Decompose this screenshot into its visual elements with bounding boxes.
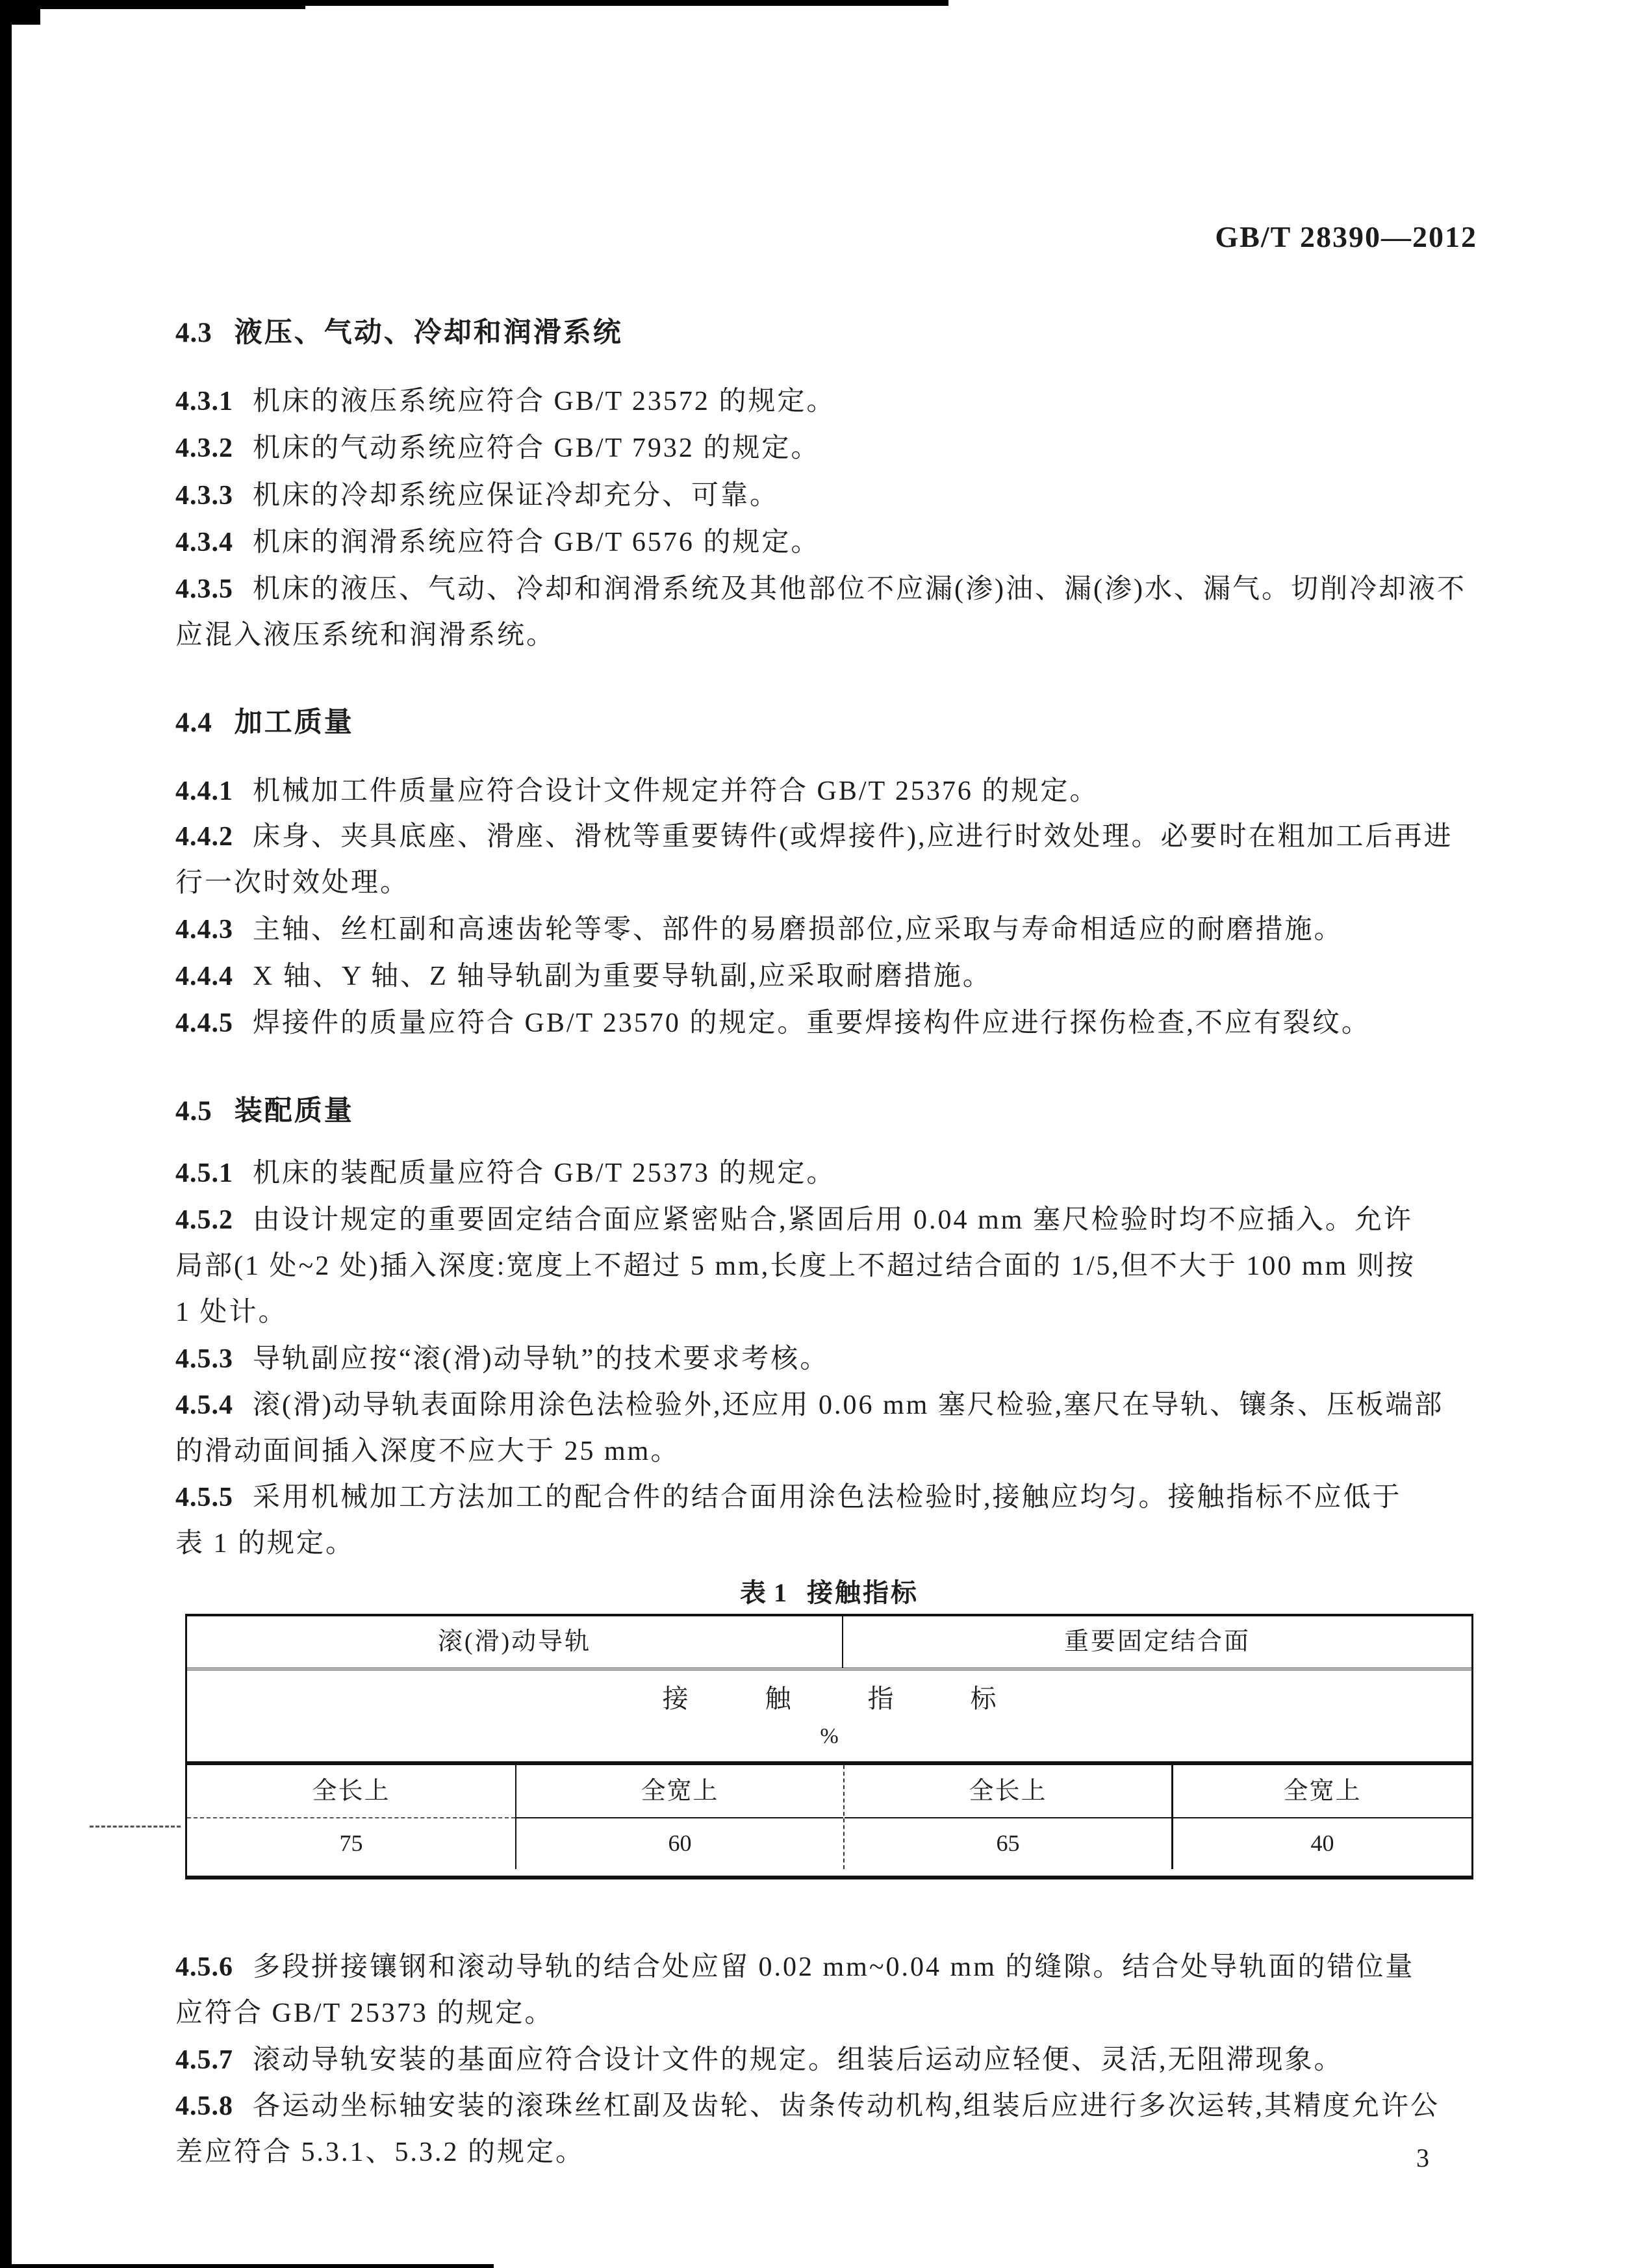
contact-index-table (185, 1614, 1473, 1879)
clause-number: 4.5.3 (175, 1344, 233, 1374)
section-title: 液压、气动、冷却和润滑系统 (234, 318, 623, 348)
clause-text: 局部(1 处~2 处)插入深度:宽度上不超过 5 mm,长度上不超过结合面的 1/5,但不大于 100 mm 则按 (175, 1251, 1416, 1281)
clause-number: 4.3.2 (175, 433, 233, 463)
clause-4-5-7 (175, 2037, 1343, 2083)
cell-value: 40 (1173, 1817, 1471, 1869)
column-header: 全长上 (312, 1777, 390, 1805)
clause-text: 由设计规定的重要固定结合面应紧密贴合,紧固后用 0.04 mm 塞尺检验时均不应插入。允许 (253, 1205, 1413, 1235)
scan-artifact-top-corner (0, 0, 40, 25)
column-header: 全长上 (969, 1777, 1047, 1805)
clause-number: 4.4.1 (175, 776, 233, 806)
cell-value: 60 (516, 1817, 843, 1869)
section-title: 加工质量 (234, 707, 354, 738)
clause-4-5-3 (175, 1336, 829, 1382)
cell-value: 65 (845, 1817, 1171, 1869)
clause-4-3-2 (175, 426, 820, 472)
clause-text: 差应符合 5.3.1、5.3.2 的规定。 (175, 2137, 585, 2167)
clause-number: 4.5.2 (175, 1205, 233, 1235)
section-heading-4-5 (175, 1089, 354, 1128)
table-data-row (187, 1765, 1471, 1869)
clause-text: 的滑动面间插入深度不应大于 25 mm。 (175, 1436, 680, 1466)
table-group-header-row (187, 1616, 1471, 1670)
clause-text: 行一次时效处理。 (175, 868, 410, 898)
clause-text: 滚(滑)动导轨表面除用涂色法检验外,还应用 0.06 mm 塞尺检验,塞尺在导轨、镶条、压板端部 (253, 1390, 1444, 1420)
table-caption (185, 1575, 1473, 1611)
clause-4-4-4 (175, 954, 992, 1000)
scan-artifact-dashes (90, 1826, 181, 1828)
clause-number: 4.5.6 (175, 1952, 233, 1982)
clause-text: 导轨副应按“滚(滑)动导轨”的技术要求考核。 (253, 1344, 830, 1374)
clause-text: 机床的液压、气动、冷却和润滑系统及其他部位不应漏(渗)油、漏(渗)水、漏气。切削冷却液不 (253, 574, 1466, 604)
clause-number: 4.4.5 (175, 1008, 233, 1038)
clause-text: 机床的润滑系统应符合 GB/T 6576 的规定。 (253, 528, 821, 557)
clause-text: 主轴、丝杠副和高速齿轮等零、部件的易磨损部位,应采取与寿命相适应的耐磨措施。 (253, 915, 1343, 945)
clause-number: 4.5.1 (175, 1158, 233, 1188)
clause-4-5-4 (175, 1382, 1444, 1475)
clause-text: 床身、夹具底座、滑座、滑枕等重要铸件(或焊接件),应进行时效处理。必要时在粗加工后再进 (253, 822, 1453, 852)
section-number: 4.5 (175, 1096, 212, 1127)
section-heading-4-4 (175, 700, 354, 740)
column-header: 全宽上 (1283, 1777, 1362, 1805)
clause-text: 焊接件的质量应符合 GB/T 23570 的规定。重要焊接构件应进行探伤检查,不应有裂纹。 (253, 1008, 1371, 1038)
table-caption-title: 接触指标 (807, 1578, 919, 1607)
clause-text: 多段拼接镶钢和滚动导轨的结合处应留 0.02 mm~0.04 mm 的缝隙。结合处导轨面的错位量 (253, 1952, 1415, 1982)
clause-number: 4.4.3 (175, 915, 233, 945)
clause-text: 表 1 的规定。 (175, 1529, 355, 1559)
clause-number: 4.5.8 (175, 2091, 233, 2121)
clause-4-5-6 (175, 1944, 1414, 2037)
column-header: 全宽上 (641, 1777, 719, 1805)
table-col-full-width-2 (1171, 1765, 1471, 1869)
clause-4-3-4 (175, 520, 820, 566)
clause-4-4-1 (175, 769, 1099, 815)
clause-number: 4.4.2 (175, 822, 233, 852)
clause-4-5-1 (175, 1151, 835, 1197)
standard-number: GB/T 28390—2012 (1215, 220, 1477, 253)
table-header-fixed-joints: 重要固定结合面 (842, 1616, 1471, 1668)
section-title: 装配质量 (234, 1096, 354, 1127)
clause-number: 4.3.4 (175, 528, 233, 557)
clause-number: 4.3.5 (175, 574, 233, 604)
clause-text: 各运动坐标轴安装的滚珠丝杠副及齿轮、齿条传动机构,组装后应进行多次运转,其精度允许公 (253, 2091, 1440, 2121)
table-col-full-width-1 (515, 1765, 843, 1869)
clause-number: 4.5.5 (175, 1483, 233, 1512)
table-index-title-row (187, 1670, 1471, 1765)
clause-text: 机床的气动系统应符合 GB/T 7932 的规定。 (253, 433, 821, 463)
clause-number: 4.5.4 (175, 1390, 233, 1420)
page-number: 3 (1416, 2143, 1429, 2172)
clause-text: 应符合 GB/T 25373 的规定。 (175, 1998, 554, 2028)
section-heading-4-3 (175, 311, 623, 350)
table-unit: % (820, 1724, 839, 1748)
clause-number: 4.3.1 (175, 387, 233, 416)
clause-4-5-5 (175, 1475, 1402, 1567)
table-index-title: 接触指标 (662, 1684, 1073, 1713)
clause-text: 滚动导轨安装的基面应符合设计文件的规定。组装后运动应轻便、灵活,无阻滞现象。 (253, 2045, 1343, 2075)
clause-4-3-1 (175, 379, 835, 425)
scan-artifact-top-edge-2 (0, 0, 305, 9)
cell-value: 75 (187, 1817, 515, 1869)
table-col-full-length-1 (187, 1765, 515, 1869)
clause-text: 采用机械加工方法加工的配合件的结合面用涂色法检验时,接触应均匀。接触指标不应低于 (253, 1483, 1402, 1512)
clause-4-5-8 (175, 2083, 1440, 2176)
scan-artifact-left-edge (0, 0, 12, 2268)
clause-4-4-5 (175, 1000, 1371, 1047)
clause-number: 4.5.7 (175, 2045, 233, 2075)
table-header-guideways: 滚(滑)动导轨 (437, 1628, 592, 1655)
clause-text: 应混入液压系统和润滑系统。 (175, 620, 556, 650)
clause-number: 4.4.4 (175, 962, 233, 991)
clause-text: 机床的冷却系统应保证冷却充分、可靠。 (253, 481, 780, 511)
clause-4-3-3 (175, 473, 779, 519)
clause-text: X 轴、Y 轴、Z 轴导轨副为重要导轨副,应采取耐磨措施。 (253, 962, 992, 991)
clause-text: 机床的液压系统应符合 GB/T 23572 的规定。 (253, 387, 836, 416)
clause-4-3-5 (175, 567, 1466, 659)
scan-artifact-bottom-edge (0, 2264, 494, 2268)
section-number: 4.3 (175, 318, 212, 348)
table-caption-number: 表 1 (740, 1578, 787, 1607)
clause-4-5-2 (175, 1197, 1416, 1336)
clause-text: 1 处计。 (175, 1297, 288, 1327)
section-number: 4.4 (175, 707, 212, 738)
table-col-full-length-2 (843, 1765, 1171, 1869)
clause-4-4-2 (175, 814, 1453, 906)
clause-text: 机床的装配质量应符合 GB/T 25373 的规定。 (253, 1158, 836, 1188)
clause-number: 4.3.3 (175, 481, 233, 511)
clause-4-4-3 (175, 907, 1343, 953)
clause-text: 机械加工件质量应符合设计文件规定并符合 GB/T 25376 的规定。 (253, 776, 1099, 806)
